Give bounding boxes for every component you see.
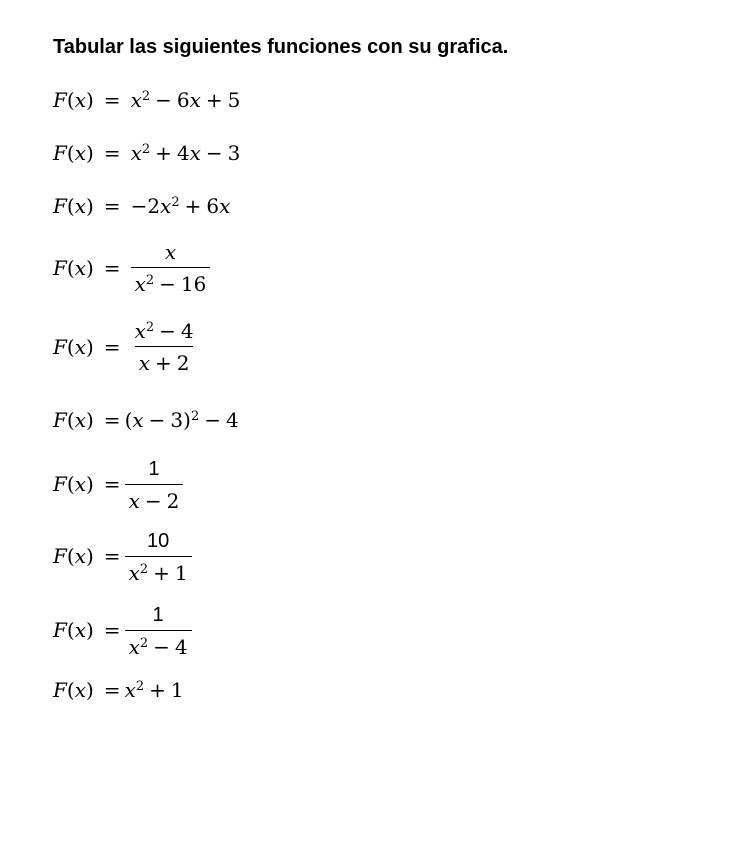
- fraction-denominator: $x^2 - 16$: [131, 267, 211, 296]
- equals-sign: =: [103, 408, 121, 432]
- equation-rhs: $-2x^2 + 6x$: [130, 194, 231, 218]
- equation-lhs: F(x): [53, 335, 94, 359]
- fraction-denominator: $x^2 + 1$: [125, 556, 192, 585]
- fraction: [131, 319, 198, 375]
- equation-3: [53, 194, 230, 218]
- equals-sign: =: [103, 88, 121, 112]
- equation-rhs: $x^2 + 1$: [124, 678, 184, 702]
- equals-sign: =: [103, 678, 121, 702]
- equation-lhs: F(x): [53, 141, 94, 165]
- fraction-numerator: 1: [152, 603, 164, 626]
- equation-rhs: $(x - 3)^2 - 4$: [124, 408, 239, 432]
- equation-5: [53, 319, 198, 375]
- equation-rhs: $x^2 - 6x + 5$: [130, 88, 241, 112]
- equals-sign: =: [103, 618, 121, 642]
- fraction-denominator: x + 2: [135, 346, 194, 375]
- fraction-denominator: $x^2 - 4$: [125, 630, 192, 659]
- equation-rhs: $x^2 + 4x - 3$: [130, 141, 241, 165]
- equals-sign: =: [103, 141, 121, 165]
- equation-8: [53, 528, 192, 585]
- equation-lhs: F(x): [53, 618, 94, 642]
- equation-9: [53, 602, 192, 659]
- document-title: Tabular las siguientes funciones con su grafica.: [53, 36, 509, 58]
- equation-lhs: F(x): [53, 472, 94, 496]
- fraction-numerator: 1: [148, 457, 160, 480]
- equation-6: [53, 408, 239, 432]
- equals-sign: =: [103, 544, 121, 568]
- equals-sign: =: [103, 194, 121, 218]
- equation-lhs: F(x): [53, 194, 94, 218]
- fraction-numerator: 10: [146, 529, 170, 552]
- equation-lhs: F(x): [53, 408, 94, 432]
- fraction-denominator: x − 2: [125, 484, 184, 513]
- fraction: [125, 456, 184, 513]
- equation-7: [53, 456, 183, 513]
- fraction: [131, 240, 211, 296]
- fraction: [125, 602, 192, 659]
- equation-lhs: F(x): [53, 544, 94, 568]
- fraction: [125, 528, 192, 585]
- equation-lhs: F(x): [53, 256, 94, 280]
- equation-2: [53, 141, 240, 165]
- fraction-numerator: x: [164, 240, 177, 264]
- fraction-numerator: $x^2 - 4$: [134, 319, 194, 343]
- equation-lhs: F(x): [53, 678, 94, 702]
- equals-sign: =: [103, 256, 121, 280]
- equation-4: [53, 240, 210, 296]
- equals-sign: =: [103, 472, 121, 496]
- equation-1: [53, 88, 240, 112]
- equals-sign: =: [103, 335, 121, 359]
- equation-10: [53, 678, 184, 702]
- equation-lhs: F(x): [53, 88, 94, 112]
